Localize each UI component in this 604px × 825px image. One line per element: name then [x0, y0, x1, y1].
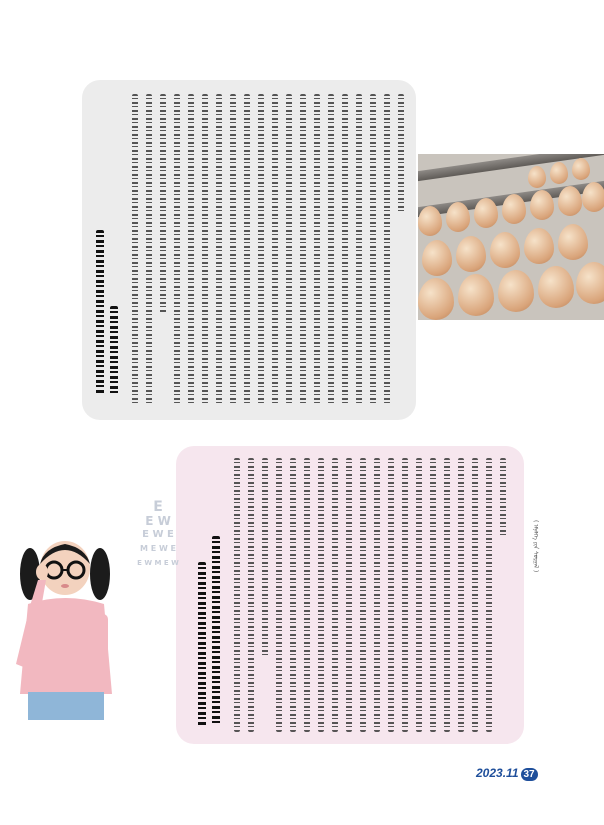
page-number [476, 766, 538, 781]
eye-chart-row: E W E [142, 529, 174, 540]
article2-text-col [290, 458, 296, 732]
article1-text-col [146, 94, 152, 404]
article1-text-col [244, 94, 250, 404]
article2-side-caption: ( ᠡᠮᠨᠡᠯᠭᠡ ᠶᠢᠨ ᠰᠤᠷᠭᠠᠯ ) [532, 520, 539, 573]
article2-text-col [374, 458, 380, 732]
article1-text-col [188, 94, 194, 404]
article1-text-col [216, 94, 222, 404]
eggs-photo [418, 154, 604, 320]
article1-text-col [300, 94, 306, 404]
article2-text-col [402, 458, 408, 732]
article1-text-col [384, 94, 390, 404]
eye-chart [132, 500, 184, 610]
article2-text-col [472, 458, 478, 732]
eye-chart-row: E W [145, 514, 171, 528]
article-card-eggs [82, 80, 416, 420]
article2-text-col [458, 458, 464, 732]
article2-text-col [500, 458, 506, 538]
article2-text-col [416, 458, 422, 732]
article2-text-col [304, 458, 310, 732]
girl-with-glasses-illustration [8, 534, 118, 720]
article2-text-col [234, 458, 240, 732]
article1-text-col [272, 94, 278, 404]
article2-text-col [430, 458, 436, 732]
article2-title-line-2 [212, 536, 220, 726]
article2-text-col [444, 458, 450, 732]
article1-text-col [286, 94, 292, 404]
article1-text-col [202, 94, 208, 404]
article1-text-col [230, 94, 236, 404]
article1-text-col [258, 94, 264, 404]
article2-text-col [486, 458, 492, 732]
page-number-badge: 37 [521, 768, 538, 781]
article1-text-col [132, 94, 138, 404]
article1-text-col [174, 94, 180, 404]
article2-text-col [276, 458, 282, 732]
article1-text-col [370, 94, 376, 404]
article2-text-col [332, 458, 338, 732]
article1-title-line-1 [110, 306, 118, 396]
article2-title-line-1 [198, 562, 206, 727]
article2-text-col [248, 458, 254, 732]
article2-text-col [318, 458, 324, 732]
issue-label: 2023.11 [476, 766, 519, 780]
article1-text-col [342, 94, 348, 404]
article-card-eyes [176, 446, 524, 744]
article2-text-col [262, 458, 268, 658]
article2-text-col [346, 458, 352, 732]
article2-text-col [388, 458, 394, 732]
article1-text-col [314, 94, 320, 404]
article1-title-line-2 [96, 230, 104, 395]
eye-chart-row: E W M E W [137, 559, 179, 567]
article1-text-col [160, 94, 166, 314]
eye-chart-row: E [153, 499, 163, 515]
article2-text-col [360, 458, 366, 732]
article1-text-col [328, 94, 334, 404]
article1-text-col [356, 94, 362, 404]
article1-text-col [398, 94, 404, 214]
eye-chart-row: M E W E [139, 544, 177, 553]
